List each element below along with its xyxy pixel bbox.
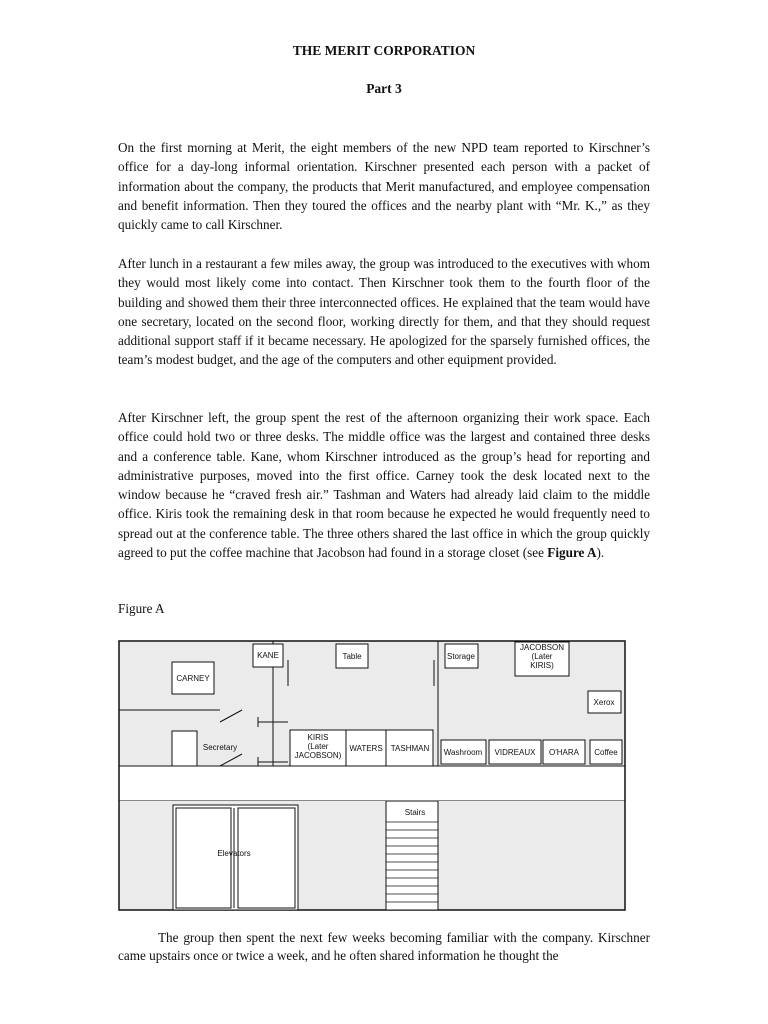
paragraph-1: On the first morning at Merit, the eight members of the new NPD team reported to Kirschner’s office for a day-long informal orientation. Kirschner presented each person with a packet of information about the company, the products that Merit manufactured, and employee compensation and benefit information. Then they toured the offices and the nearby plant with “Mr. K.,” as they quickly came to call Kirschner. (118, 140, 650, 233)
corridor (119, 766, 625, 801)
label-kiris-3: JACOBSON) (294, 751, 342, 760)
label-storage: Storage (446, 652, 476, 661)
paragraph-4: The group then spent the next few weeks becoming familiar with the company. Kirschner came upstairs once or twice a week, and he often shared information he thought the (118, 930, 650, 963)
label-table: Table (342, 652, 362, 661)
label-elevators: Elevators (217, 849, 251, 858)
elevator-2 (238, 808, 295, 908)
label-jacobson-3: KIRIS) (530, 661, 554, 670)
label-carney: CARNEY (176, 674, 210, 683)
label-washroom: Washroom (443, 748, 483, 757)
label-kiris-1: KIRIS (307, 733, 329, 742)
label-ohara: O'HARA (549, 748, 579, 757)
label-secretary: Secretary (202, 743, 238, 752)
paragraph-2: After lunch in a restaurant a few miles away, the group was introduced to the executives with whom they would most likely come into contact. Then Kirschner took them to the fourth floor of the building and showed them their three interconnected offices. He explained that the team would have one secretary, located on the second floor, working directly for them, and that they should request additional support staff if it became necessary. He apologized for the sparsely furnished offices, the team’s modest budget, and the age of the computers and other equipment provided. (118, 256, 650, 368)
secretary-desk (172, 731, 197, 766)
paragraph-3-text: After Kirschner left, the group spent the rest of the afternoon organizing their work space. Each office could hold two or three desks. The middle office was the largest and contained three desks and a conference table. Kane, whom Kirschner introduced as the group’s head for reporting and administrative purposes, moved into the first office. Carney took the desk located next to the window because he “craved fresh air.” Tashman and Waters had already laid claim to the middle office. Kiris took the remaining desk in that room because he expected he would frequently need to spread out at the conference table. The three others shared the last office in which the group quickly agreed to put the coffee machine that Jacobson had found in a storage closet (see (118, 410, 650, 561)
label-kane: KANE (257, 651, 279, 660)
paragraph-3 (118, 408, 650, 562)
part-heading: Part 3 (366, 81, 402, 96)
label-coffee: Coffee (594, 748, 618, 757)
figure-reference: Figure A (547, 545, 597, 561)
label-stairs: Stairs (404, 808, 426, 817)
floor-plan-figure (118, 640, 626, 912)
label-waters: WATERS (349, 744, 383, 753)
paragraph-3-end: ). (596, 545, 605, 561)
label-jacobson-1: JACOBSON (519, 643, 565, 652)
label-tashman: TASHMAN (390, 744, 430, 753)
document-title: THE MERIT CORPORATION (292, 43, 476, 58)
label-jacobson-2: (Later (531, 652, 553, 661)
label-vidreaux: VIDREAUX (494, 748, 536, 757)
label-kiris-2: (Later (307, 742, 329, 751)
figure-label: Figure A (118, 601, 165, 616)
elevator-1 (176, 808, 231, 908)
label-xerox: Xerox (593, 698, 615, 707)
